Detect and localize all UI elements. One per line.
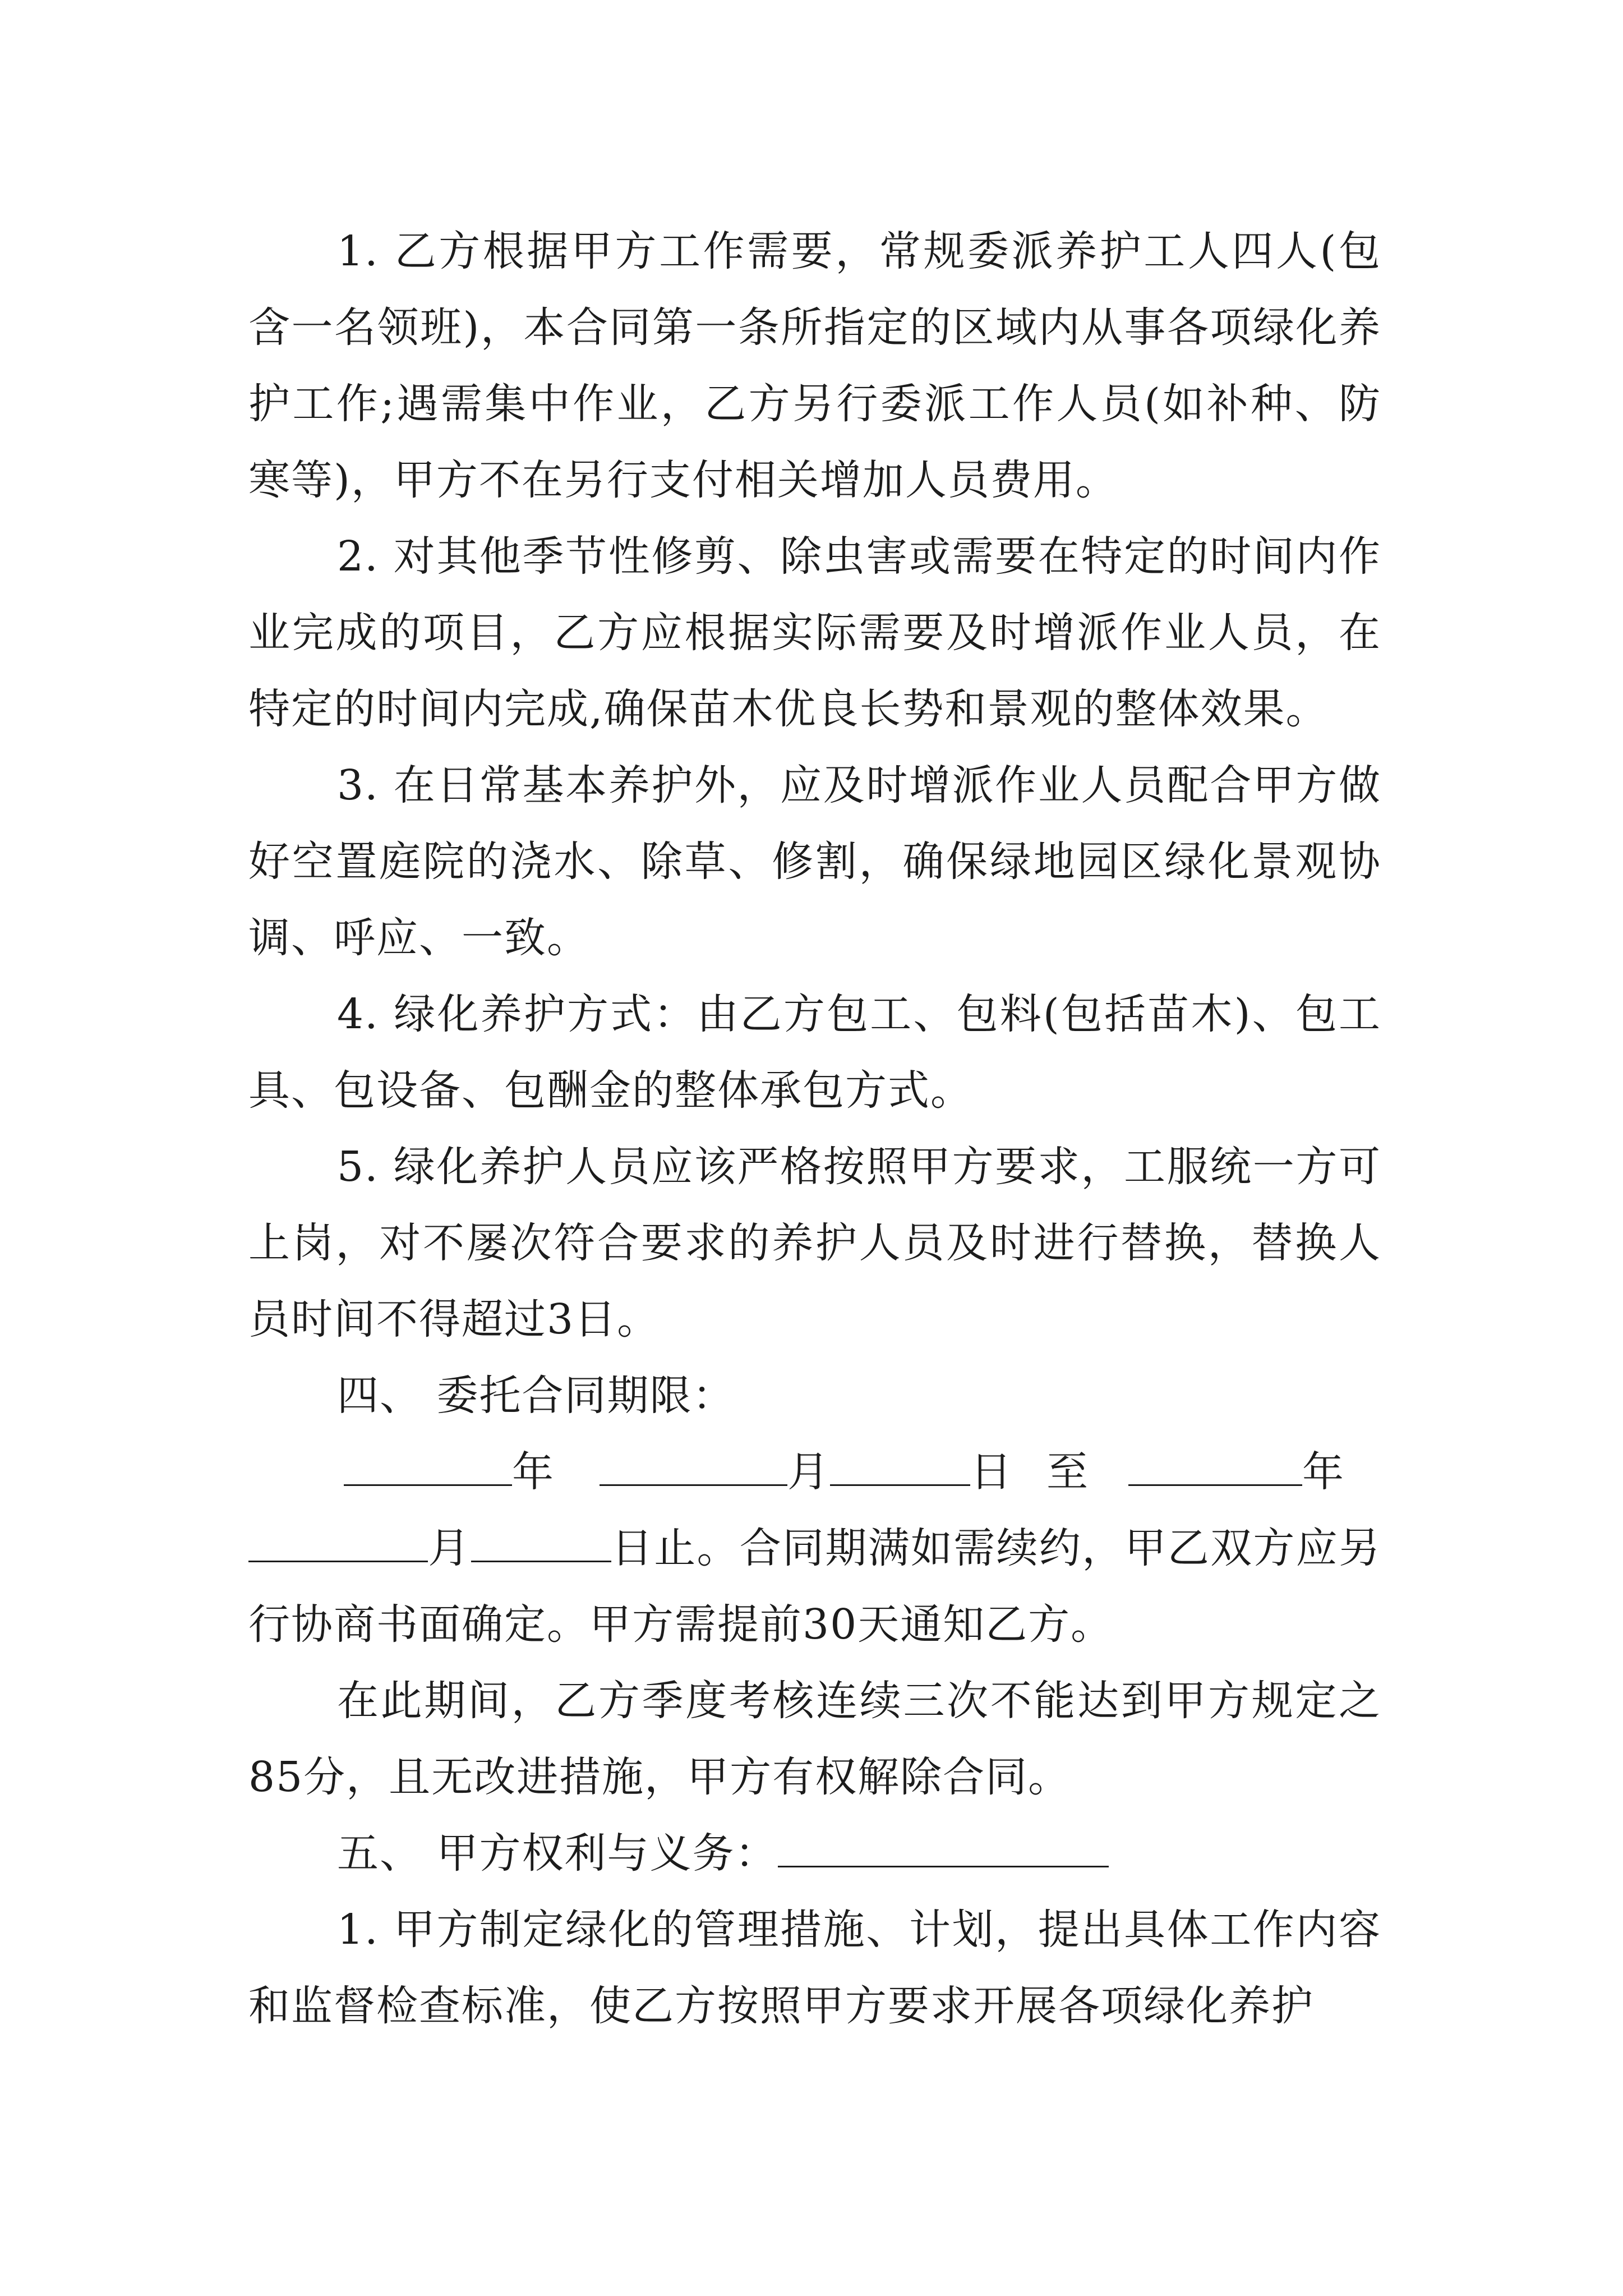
section-4-heading: 四、 委托合同期限： (337, 1372, 735, 1420)
clause-2: 2. 对其他季节性修剪、除虫害或需要在特定的时间内作业完成的项目，乙方应根据实际需要及时增派作业人员，在特定的时间内完成,确保苗木优良长势和景观的整体效果。 (248, 532, 1381, 733)
clause-4: 4. 绿化养护方式：由乙方包工、包料(包括苗木)、包工具、包设备、包酬金的整体承包方式。 (248, 990, 1381, 1115)
contract-period-text: 日止。合同期满如需续约，甲乙双方应另行协商书面确定。甲方需提前30天通知乙方。 (248, 1524, 1382, 1649)
clause-5: 5. 绿化养护人员应该严格按照甲方要求，工服统一方可上岗，对不屡次符合要求的养护人员及时进行替换，替换人员时间不得超过3日。 (248, 1143, 1381, 1343)
blank-end-day (471, 1525, 611, 1562)
contract-period-line-2 (248, 1510, 1381, 1663)
to-label: 至 (1046, 1448, 1089, 1496)
end-month-label: 月 (428, 1524, 471, 1572)
blank-end-year (1128, 1448, 1302, 1486)
end-year-label: 年 (1302, 1448, 1345, 1496)
clause-1: 1. 乙方根据甲方工作需要，常规委派养护工人四人(包含一名领班)，本合同第一条所指定的区域内从事各项绿化养护工作;遇需集中作业，乙方另行委派工作人员(如补种、防寒等)，甲方不在另行支付相关增加人员费用。 (248, 227, 1381, 504)
contract-period-line (248, 1434, 1381, 1510)
blank-end-month (248, 1525, 428, 1562)
start-month-label: 月 (787, 1448, 830, 1496)
section-5-heading-text: 五、 甲方权利与义务： (337, 1829, 778, 1878)
party-a-clause-1: 1. 甲方制定绿化的管理措施、计划，提出具体工作内容和监督检查标准，使乙方按照甲方要求开展各项绿化养护 (248, 1906, 1381, 2030)
section-5-heading (248, 1815, 1381, 1892)
termination-clause: 在此期间，乙方季度考核连续三次不能达到甲方规定之85分，且无改进措施，甲方有权解除合同。 (248, 1677, 1381, 1801)
clause-3: 3. 在日常基本养护外，应及时增派作业人员配合甲方做好空置庭院的浇水、除草、修割，确保绿地园区绿化景观协调、呼应、一致。 (248, 761, 1381, 962)
start-day-label: 日 (970, 1448, 1013, 1496)
document-body (248, 213, 1381, 2044)
blank-start-day (830, 1448, 970, 1486)
blank-section-5 (778, 1830, 1109, 1867)
blank-start-month (600, 1448, 787, 1486)
start-year-label: 年 (512, 1448, 555, 1496)
blank-start-year (344, 1448, 512, 1486)
